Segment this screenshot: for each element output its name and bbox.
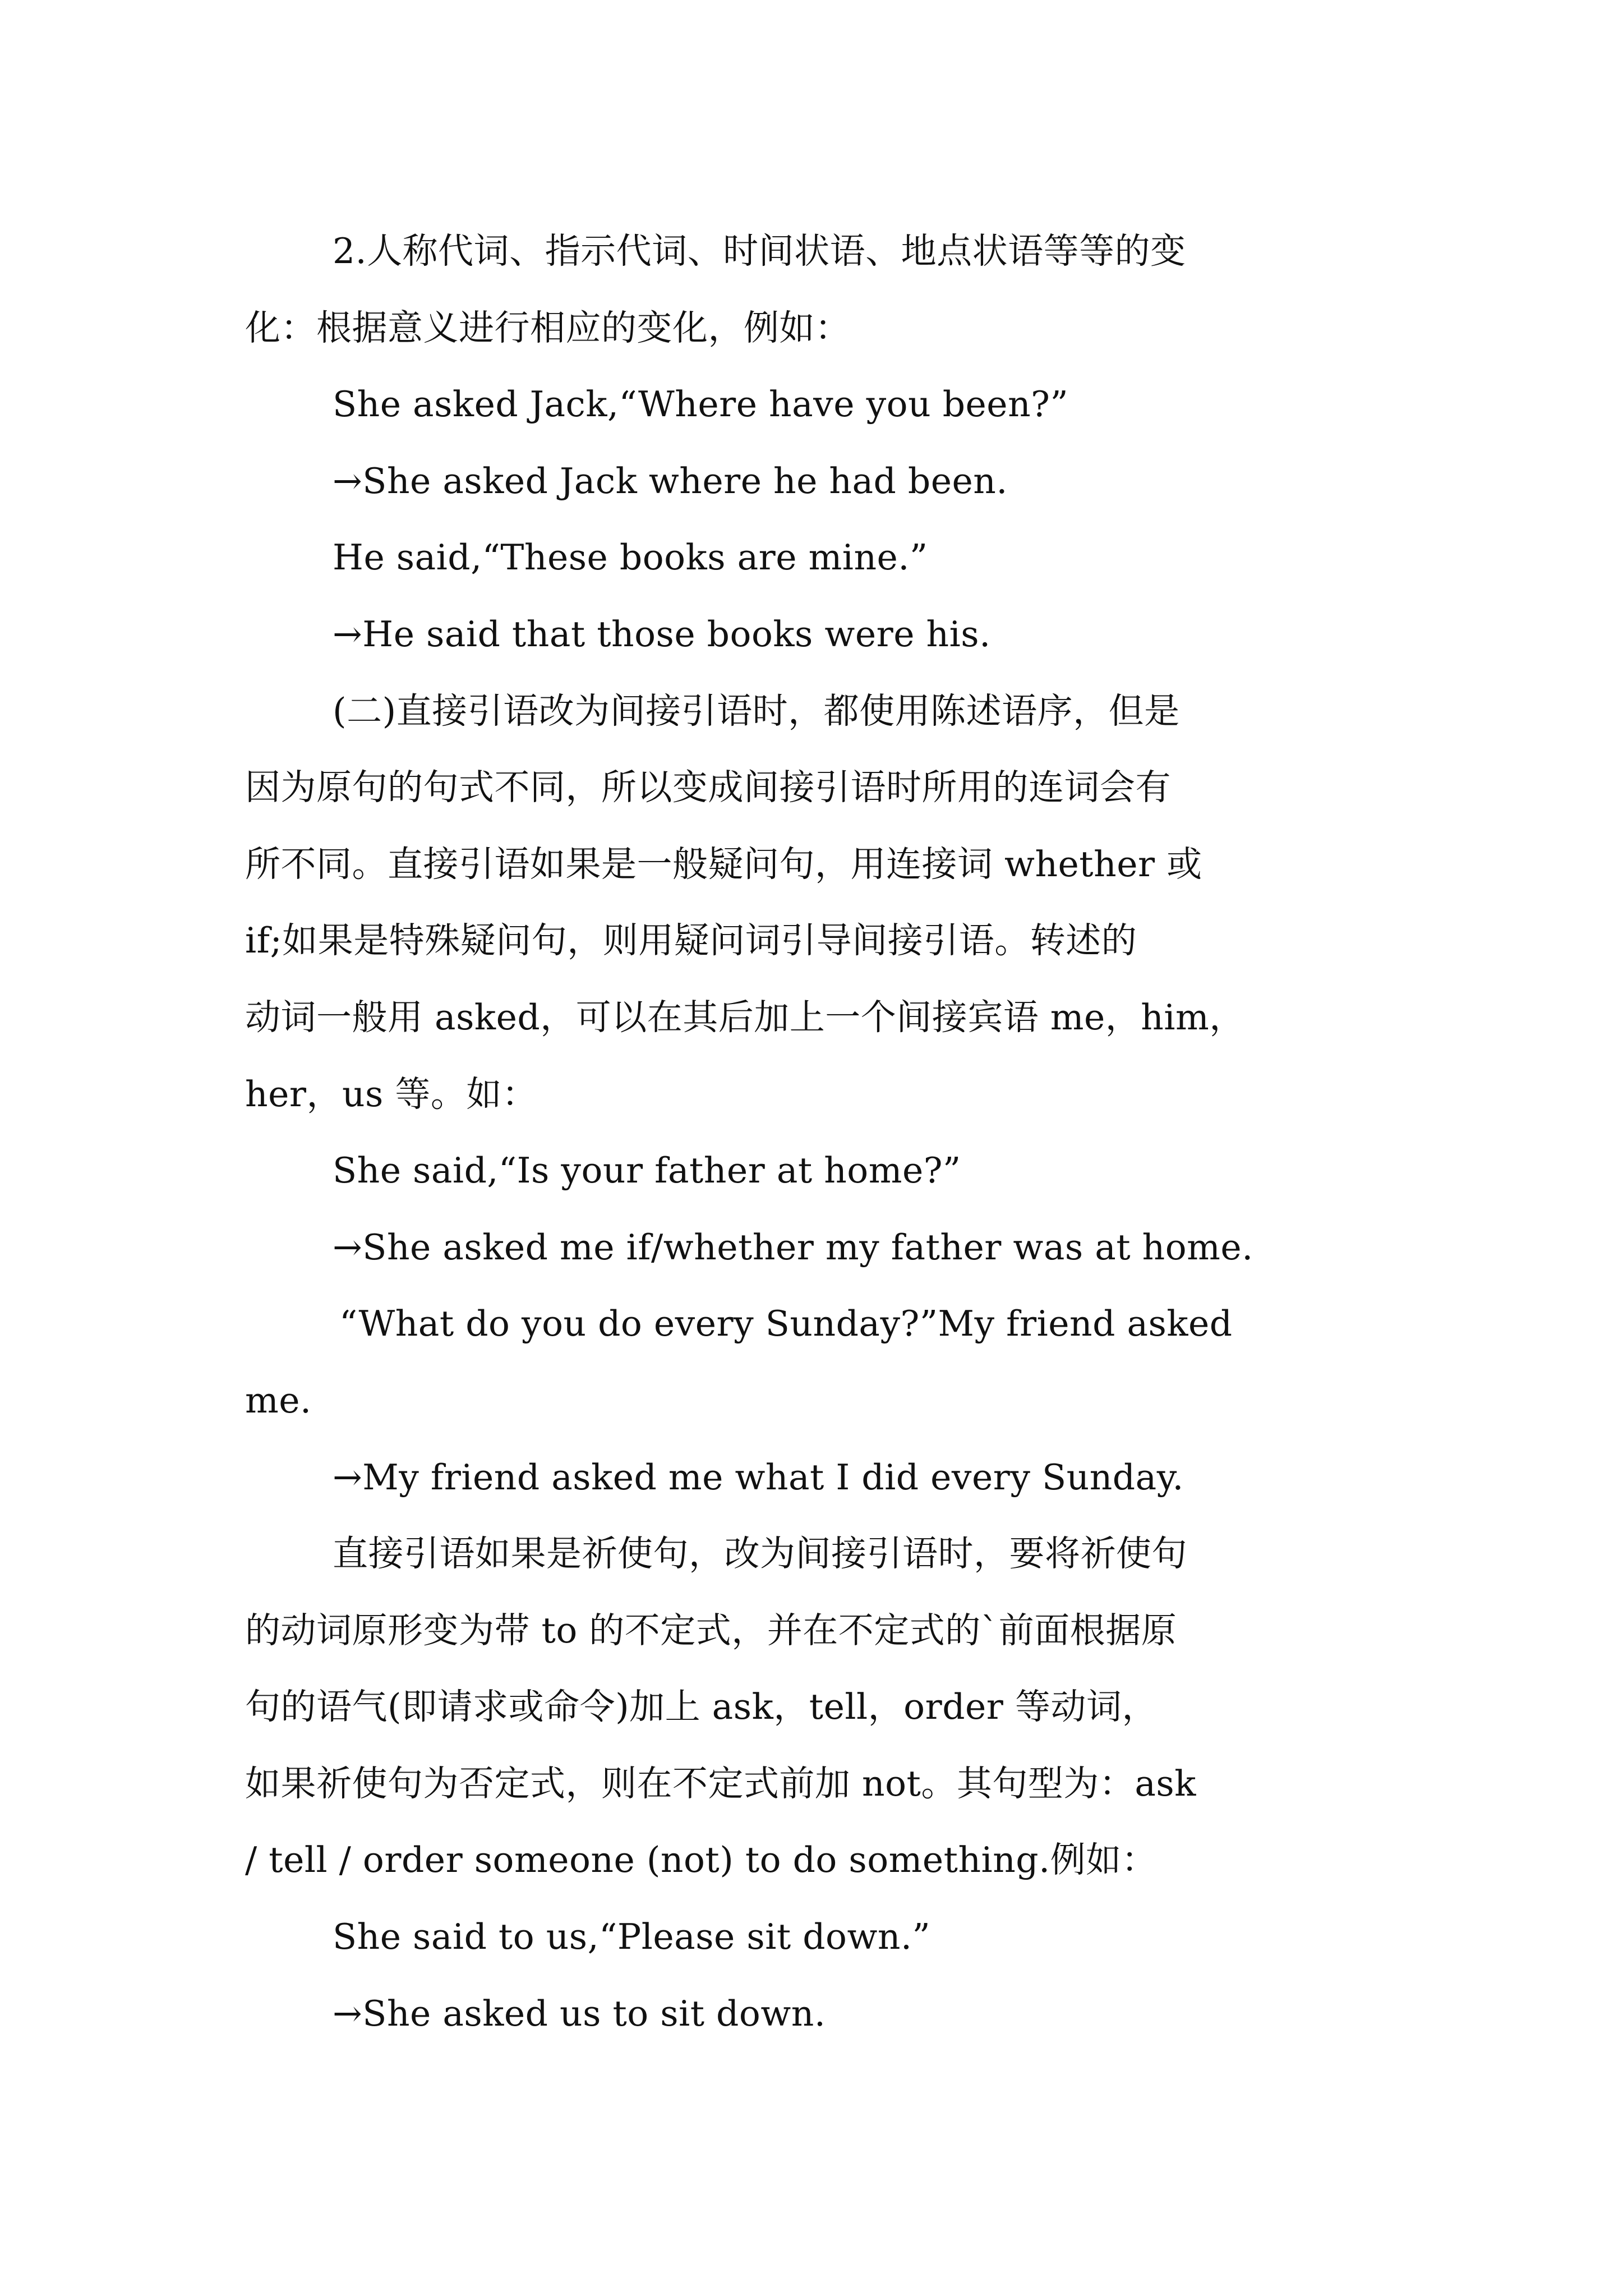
example-sentence: me. xyxy=(245,1379,312,1421)
text-line: 因为原句的句式不同，所以变成间接引语时所用的连词会有 xyxy=(245,767,1171,808)
example-sentence: →She asked us to sit down. xyxy=(333,1993,826,2034)
example-sentence: →She asked Jack where he had been. xyxy=(333,460,1008,501)
text-line: 所不同。直接引语如果是一般疑问句，用连接词 whether 或 xyxy=(245,843,1202,885)
text-line: 如果祈使句为否定式，则在不定式前加 not。其句型为：ask xyxy=(245,1763,1196,1804)
text-line: her，us 等。如： xyxy=(245,1073,538,1115)
text-line: 的动词原形变为带 to 的不定式，并在不定式的`前面根据原 xyxy=(245,1609,1177,1651)
text-line: 句的语气(即请求或命令)加上 ask，tell，order 等动词， xyxy=(245,1686,1158,1728)
text-line: 2.人称代词、指示代词、时间状语、地点状语等等的变 xyxy=(333,231,1186,272)
text-line: 动词一般用 asked，可以在其后加上一个间接宾语 me，him， xyxy=(245,996,1245,1038)
example-sentence: She said,“Is your father at home?” xyxy=(333,1150,961,1191)
example-sentence: →My friend asked me what I did every Sunday. xyxy=(333,1456,1184,1498)
example-sentence: She asked Jack,“Where have you been?” xyxy=(333,384,1069,425)
example-sentence: →She asked me if/whether my father was at home. xyxy=(333,1226,1253,1268)
document-body xyxy=(245,213,1400,2052)
text-line: / tell / order someone (not) to do something.例如： xyxy=(245,1839,1158,1881)
text-line: 直接引语如果是祈使句，改为间接引语时，要将祈使句 xyxy=(333,1533,1187,1575)
text-line: 化：根据意义进行相应的变化，例如： xyxy=(245,307,851,348)
text-line: if;如果是特殊疑问句，则用疑问词引导间接引语。转述的 xyxy=(245,920,1137,961)
example-sentence: “What do you do every Sunday?”My friend asked xyxy=(339,1303,1233,1345)
example-sentence: He said,“These books are mine.” xyxy=(333,537,928,578)
example-sentence: →He said that those books were his. xyxy=(333,613,991,655)
example-sentence: She said to us,“Please sit down.” xyxy=(333,1916,931,1958)
text-line: (二)直接引语改为间接引语时，都使用陈述语序，但是 xyxy=(333,690,1180,731)
